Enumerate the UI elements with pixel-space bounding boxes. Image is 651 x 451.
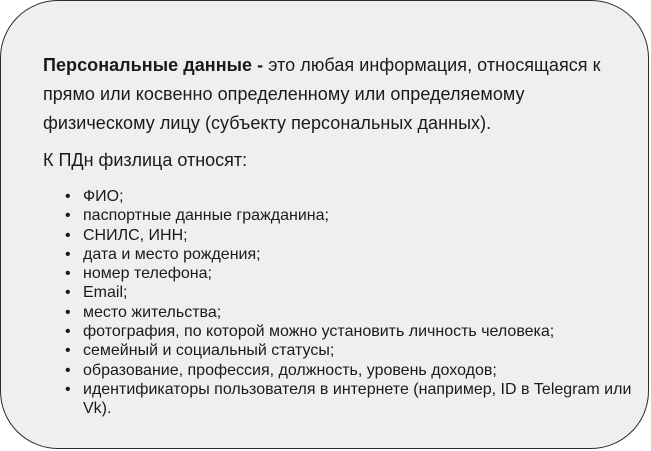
list-item bbox=[43, 361, 633, 380]
list-item-text: образование, профессия, должность, уровень доходов; bbox=[83, 361, 497, 379]
bullet-icon: • bbox=[65, 284, 71, 302]
bullet-icon: • bbox=[65, 226, 71, 244]
list-item-text: паспортные данные гражданина; bbox=[83, 207, 329, 225]
list-item-text: номер телефона; bbox=[83, 265, 212, 283]
bullet-icon: • bbox=[65, 323, 71, 341]
list-item bbox=[43, 187, 633, 206]
list-item-text: ФИО; bbox=[83, 188, 124, 205]
list-item-text: место жительства; bbox=[83, 303, 222, 321]
list-item bbox=[43, 380, 633, 419]
definition-term: Персональные данные - bbox=[43, 55, 264, 75]
bullet-icon: • bbox=[65, 361, 71, 379]
list-item bbox=[43, 303, 633, 322]
list-item-text: фотография, по которой можно установить личность человека; bbox=[83, 323, 555, 341]
list-item-text: Email; bbox=[83, 284, 128, 302]
list-item-text: СНИЛС, ИНН; bbox=[83, 226, 188, 244]
bullet-icon: • bbox=[65, 265, 71, 283]
list-item bbox=[43, 264, 633, 283]
personal-data-list bbox=[43, 187, 633, 419]
bullet-icon: • bbox=[65, 342, 71, 360]
list-item bbox=[43, 226, 633, 245]
bullet-icon: • bbox=[65, 380, 71, 398]
list-item bbox=[43, 341, 633, 360]
list-item bbox=[43, 206, 633, 225]
list-item bbox=[43, 322, 633, 341]
definition-paragraph bbox=[43, 51, 633, 138]
list-intro: К ПДн физлица относят: bbox=[43, 150, 248, 170]
definition-text: это любая информация, относящаяся к прямо или косвенно определенному или определяемому физическому лицу (субъекту персональных данных). bbox=[43, 55, 601, 133]
list-item-text: идентификаторы пользователя в интернете (например, ID в Telegram или Vk). bbox=[83, 380, 632, 418]
list-item-text: семейный и социальный статусы; bbox=[83, 342, 335, 360]
card-content bbox=[43, 51, 633, 419]
bullet-icon: • bbox=[65, 207, 71, 225]
bullet-icon: • bbox=[65, 303, 71, 321]
bullet-icon: • bbox=[65, 245, 71, 263]
list-item bbox=[43, 283, 633, 302]
list-item bbox=[43, 245, 633, 264]
bullet-icon: • bbox=[65, 188, 71, 205]
list-item-text: дата и место рождения; bbox=[83, 245, 261, 263]
